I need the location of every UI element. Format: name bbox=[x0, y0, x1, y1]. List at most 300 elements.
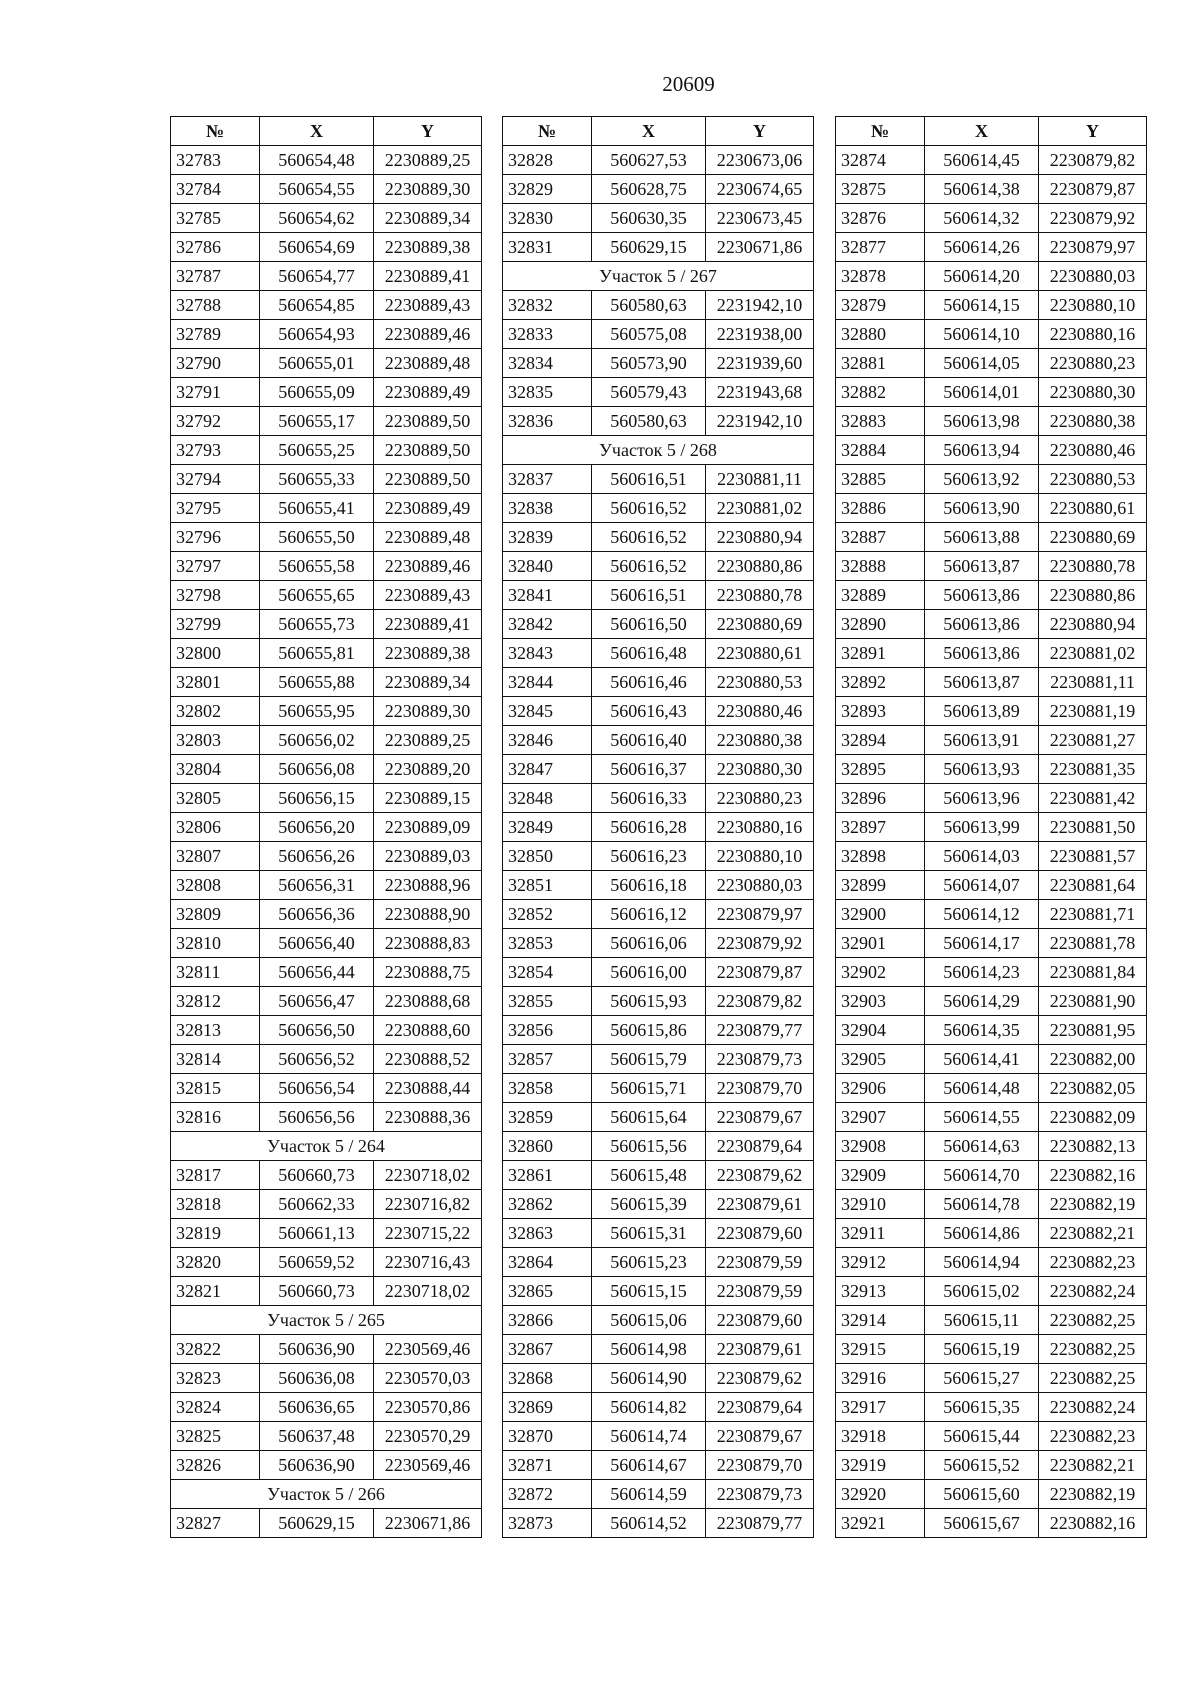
x-coordinate-cell: 560614,98 bbox=[592, 1335, 706, 1364]
table-row bbox=[836, 813, 1147, 842]
point-number-cell: 32802 bbox=[171, 697, 260, 726]
table-row bbox=[171, 958, 482, 987]
table-row bbox=[171, 1364, 482, 1393]
table-row bbox=[171, 639, 482, 668]
y-coordinate-cell: 2230889,34 bbox=[374, 668, 482, 697]
table-row bbox=[836, 552, 1147, 581]
table-row bbox=[171, 146, 482, 175]
y-coordinate-cell: 2230570,03 bbox=[374, 1364, 482, 1393]
x-coordinate-cell: 560615,19 bbox=[925, 1335, 1039, 1364]
table-row bbox=[171, 523, 482, 552]
x-coordinate-cell: 560660,73 bbox=[260, 1161, 374, 1190]
y-coordinate-cell: 2231938,00 bbox=[706, 320, 814, 349]
section-row bbox=[171, 1306, 482, 1335]
table-row bbox=[171, 175, 482, 204]
header-y: Y bbox=[1039, 117, 1147, 146]
point-number-cell: 32888 bbox=[836, 552, 925, 581]
table-row bbox=[503, 1364, 814, 1393]
table-row bbox=[836, 1045, 1147, 1074]
y-coordinate-cell: 2230882,16 bbox=[1039, 1161, 1147, 1190]
table-row bbox=[171, 291, 482, 320]
table-row bbox=[503, 639, 814, 668]
x-coordinate-cell: 560655,95 bbox=[260, 697, 374, 726]
point-number-cell: 32865 bbox=[503, 1277, 592, 1306]
x-coordinate-cell: 560616,51 bbox=[592, 465, 706, 494]
x-coordinate-cell: 560654,48 bbox=[260, 146, 374, 175]
y-coordinate-cell: 2230715,22 bbox=[374, 1219, 482, 1248]
x-coordinate-cell: 560636,90 bbox=[260, 1451, 374, 1480]
point-number-cell: 32823 bbox=[171, 1364, 260, 1393]
table-row bbox=[503, 668, 814, 697]
table-row bbox=[503, 1335, 814, 1364]
table-row bbox=[503, 146, 814, 175]
point-number-cell: 32827 bbox=[171, 1509, 260, 1538]
x-coordinate-cell: 560615,31 bbox=[592, 1219, 706, 1248]
point-number-cell: 32877 bbox=[836, 233, 925, 262]
x-coordinate-cell: 560613,93 bbox=[925, 755, 1039, 784]
x-coordinate-cell: 560614,82 bbox=[592, 1393, 706, 1422]
table-row bbox=[171, 871, 482, 900]
point-number-cell: 32882 bbox=[836, 378, 925, 407]
table-row bbox=[503, 842, 814, 871]
x-coordinate-cell: 560656,47 bbox=[260, 987, 374, 1016]
y-coordinate-cell: 2230882,25 bbox=[1039, 1335, 1147, 1364]
table-header-row bbox=[836, 117, 1147, 146]
y-coordinate-cell: 2230880,38 bbox=[1039, 407, 1147, 436]
point-number-cell: 32901 bbox=[836, 929, 925, 958]
x-coordinate-cell: 560580,63 bbox=[592, 407, 706, 436]
table-row bbox=[836, 958, 1147, 987]
table-row bbox=[171, 784, 482, 813]
x-coordinate-cell: 560614,26 bbox=[925, 233, 1039, 262]
y-coordinate-cell: 2230889,30 bbox=[374, 175, 482, 204]
y-coordinate-cell: 2230882,25 bbox=[1039, 1364, 1147, 1393]
table-row bbox=[171, 1422, 482, 1451]
point-number-cell: 32913 bbox=[836, 1277, 925, 1306]
x-coordinate-cell: 560613,94 bbox=[925, 436, 1039, 465]
y-coordinate-cell: 2230882,13 bbox=[1039, 1132, 1147, 1161]
point-number-cell: 32833 bbox=[503, 320, 592, 349]
x-coordinate-cell: 560662,33 bbox=[260, 1190, 374, 1219]
point-number-cell: 32880 bbox=[836, 320, 925, 349]
table-row bbox=[836, 1422, 1147, 1451]
point-number-cell: 32831 bbox=[503, 233, 592, 262]
coordinates-table bbox=[502, 116, 814, 1538]
y-coordinate-cell: 2230880,46 bbox=[1039, 436, 1147, 465]
y-coordinate-cell: 2230882,21 bbox=[1039, 1451, 1147, 1480]
coordinates-table bbox=[170, 116, 482, 1538]
table-row bbox=[503, 610, 814, 639]
table-row bbox=[503, 726, 814, 755]
table-row bbox=[503, 1190, 814, 1219]
point-number-cell: 32824 bbox=[171, 1393, 260, 1422]
point-number-cell: 32789 bbox=[171, 320, 260, 349]
section-row bbox=[503, 262, 814, 291]
point-number-cell: 32795 bbox=[171, 494, 260, 523]
section-title: Участок 5 / 267 bbox=[503, 262, 814, 291]
table-row bbox=[503, 1277, 814, 1306]
x-coordinate-cell: 560616,52 bbox=[592, 552, 706, 581]
y-coordinate-cell: 2230879,70 bbox=[706, 1074, 814, 1103]
table-row bbox=[836, 262, 1147, 291]
point-number-cell: 32860 bbox=[503, 1132, 592, 1161]
table-row bbox=[836, 610, 1147, 639]
x-coordinate-cell: 560655,81 bbox=[260, 639, 374, 668]
point-number-cell: 32886 bbox=[836, 494, 925, 523]
point-number-cell: 32879 bbox=[836, 291, 925, 320]
point-number-cell: 32868 bbox=[503, 1364, 592, 1393]
x-coordinate-cell: 560615,93 bbox=[592, 987, 706, 1016]
point-number-cell: 32792 bbox=[171, 407, 260, 436]
point-number-cell: 32908 bbox=[836, 1132, 925, 1161]
point-number-cell: 32853 bbox=[503, 929, 592, 958]
table-row bbox=[836, 987, 1147, 1016]
y-coordinate-cell: 2230882,25 bbox=[1039, 1306, 1147, 1335]
y-coordinate-cell: 2230880,53 bbox=[1039, 465, 1147, 494]
y-coordinate-cell: 2230671,86 bbox=[706, 233, 814, 262]
y-coordinate-cell: 2230888,44 bbox=[374, 1074, 482, 1103]
point-number-cell: 32826 bbox=[171, 1451, 260, 1480]
point-number-cell: 32891 bbox=[836, 639, 925, 668]
y-coordinate-cell: 2230880,94 bbox=[706, 523, 814, 552]
x-coordinate-cell: 560628,75 bbox=[592, 175, 706, 204]
table-row bbox=[836, 1451, 1147, 1480]
point-number-cell: 32875 bbox=[836, 175, 925, 204]
point-number-cell: 32893 bbox=[836, 697, 925, 726]
y-coordinate-cell: 2231943,68 bbox=[706, 378, 814, 407]
x-coordinate-cell: 560656,56 bbox=[260, 1103, 374, 1132]
point-number-cell: 32910 bbox=[836, 1190, 925, 1219]
table-row bbox=[836, 146, 1147, 175]
section-title: Участок 5 / 266 bbox=[171, 1480, 482, 1509]
table-row bbox=[171, 1103, 482, 1132]
point-number-cell: 32872 bbox=[503, 1480, 592, 1509]
y-coordinate-cell: 2230889,46 bbox=[374, 552, 482, 581]
y-coordinate-cell: 2230882,09 bbox=[1039, 1103, 1147, 1132]
x-coordinate-cell: 560655,17 bbox=[260, 407, 374, 436]
x-coordinate-cell: 560636,08 bbox=[260, 1364, 374, 1393]
table-row bbox=[171, 1393, 482, 1422]
x-coordinate-cell: 560614,15 bbox=[925, 291, 1039, 320]
table-row bbox=[836, 1016, 1147, 1045]
y-coordinate-cell: 2230879,62 bbox=[706, 1161, 814, 1190]
table-row bbox=[503, 871, 814, 900]
table-row bbox=[503, 1509, 814, 1538]
y-coordinate-cell: 2230879,82 bbox=[1039, 146, 1147, 175]
table-header-row bbox=[171, 117, 482, 146]
y-coordinate-cell: 2230888,96 bbox=[374, 871, 482, 900]
y-coordinate-cell: 2230880,03 bbox=[1039, 262, 1147, 291]
table-row bbox=[503, 1306, 814, 1335]
x-coordinate-cell: 560614,29 bbox=[925, 987, 1039, 1016]
point-number-cell: 32894 bbox=[836, 726, 925, 755]
point-number-cell: 32841 bbox=[503, 581, 592, 610]
y-coordinate-cell: 2230879,73 bbox=[706, 1045, 814, 1074]
table-row bbox=[836, 436, 1147, 465]
x-coordinate-cell: 560614,10 bbox=[925, 320, 1039, 349]
point-number-cell: 32814 bbox=[171, 1045, 260, 1074]
y-coordinate-cell: 2230888,83 bbox=[374, 929, 482, 958]
y-coordinate-cell: 2230673,06 bbox=[706, 146, 814, 175]
y-coordinate-cell: 2230718,02 bbox=[374, 1277, 482, 1306]
x-coordinate-cell: 560656,36 bbox=[260, 900, 374, 929]
y-coordinate-cell: 2230889,41 bbox=[374, 262, 482, 291]
x-coordinate-cell: 560630,35 bbox=[592, 204, 706, 233]
table-row bbox=[836, 1248, 1147, 1277]
y-coordinate-cell: 2230888,52 bbox=[374, 1045, 482, 1074]
table-row bbox=[836, 842, 1147, 871]
y-coordinate-cell: 2230889,30 bbox=[374, 697, 482, 726]
point-number-cell: 32861 bbox=[503, 1161, 592, 1190]
y-coordinate-cell: 2230889,03 bbox=[374, 842, 482, 871]
y-coordinate-cell: 2230889,50 bbox=[374, 407, 482, 436]
point-number-cell: 32834 bbox=[503, 349, 592, 378]
point-number-cell: 32830 bbox=[503, 204, 592, 233]
x-coordinate-cell: 560616,52 bbox=[592, 523, 706, 552]
point-number-cell: 32878 bbox=[836, 262, 925, 291]
point-number-cell: 32889 bbox=[836, 581, 925, 610]
table-row bbox=[503, 1074, 814, 1103]
y-coordinate-cell: 2230889,43 bbox=[374, 291, 482, 320]
x-coordinate-cell: 560655,41 bbox=[260, 494, 374, 523]
y-coordinate-cell: 2230716,82 bbox=[374, 1190, 482, 1219]
y-coordinate-cell: 2230879,64 bbox=[706, 1132, 814, 1161]
y-coordinate-cell: 2230674,65 bbox=[706, 175, 814, 204]
table-row bbox=[836, 320, 1147, 349]
x-coordinate-cell: 560613,98 bbox=[925, 407, 1039, 436]
table-row bbox=[836, 1161, 1147, 1190]
point-number-cell: 32912 bbox=[836, 1248, 925, 1277]
table-row bbox=[836, 349, 1147, 378]
table-row bbox=[836, 668, 1147, 697]
point-number-cell: 32866 bbox=[503, 1306, 592, 1335]
table-row bbox=[836, 407, 1147, 436]
table-row bbox=[836, 581, 1147, 610]
point-number-cell: 32896 bbox=[836, 784, 925, 813]
y-coordinate-cell: 2231942,10 bbox=[706, 407, 814, 436]
point-number-cell: 32857 bbox=[503, 1045, 592, 1074]
x-coordinate-cell: 560615,23 bbox=[592, 1248, 706, 1277]
table-row bbox=[503, 697, 814, 726]
x-coordinate-cell: 560614,38 bbox=[925, 175, 1039, 204]
point-number-cell: 32803 bbox=[171, 726, 260, 755]
y-coordinate-cell: 2230880,46 bbox=[706, 697, 814, 726]
y-coordinate-cell: 2230569,46 bbox=[374, 1451, 482, 1480]
point-number-cell: 32921 bbox=[836, 1509, 925, 1538]
page-number: 20609 bbox=[662, 72, 715, 96]
point-number-cell: 32786 bbox=[171, 233, 260, 262]
y-coordinate-cell: 2230888,68 bbox=[374, 987, 482, 1016]
y-coordinate-cell: 2230881,64 bbox=[1039, 871, 1147, 900]
table-row bbox=[503, 175, 814, 204]
x-coordinate-cell: 560614,55 bbox=[925, 1103, 1039, 1132]
y-coordinate-cell: 2230881,42 bbox=[1039, 784, 1147, 813]
point-number-cell: 32821 bbox=[171, 1277, 260, 1306]
x-coordinate-cell: 560656,08 bbox=[260, 755, 374, 784]
x-coordinate-cell: 560615,02 bbox=[925, 1277, 1039, 1306]
y-coordinate-cell: 2231942,10 bbox=[706, 291, 814, 320]
x-coordinate-cell: 560616,51 bbox=[592, 581, 706, 610]
section-row bbox=[171, 1132, 482, 1161]
table-row bbox=[171, 668, 482, 697]
x-coordinate-cell: 560614,05 bbox=[925, 349, 1039, 378]
point-number-cell: 32801 bbox=[171, 668, 260, 697]
table-row bbox=[836, 204, 1147, 233]
y-coordinate-cell: 2230880,30 bbox=[1039, 378, 1147, 407]
x-coordinate-cell: 560580,63 bbox=[592, 291, 706, 320]
point-number-cell: 32918 bbox=[836, 1422, 925, 1451]
table-row bbox=[503, 1393, 814, 1422]
header-y: Y bbox=[374, 117, 482, 146]
table-row bbox=[836, 1480, 1147, 1509]
y-coordinate-cell: 2230889,41 bbox=[374, 610, 482, 639]
table-row bbox=[171, 552, 482, 581]
table-row bbox=[503, 320, 814, 349]
x-coordinate-cell: 560614,70 bbox=[925, 1161, 1039, 1190]
point-number-cell: 32808 bbox=[171, 871, 260, 900]
y-coordinate-cell: 2230881,90 bbox=[1039, 987, 1147, 1016]
y-coordinate-cell: 2230879,64 bbox=[706, 1393, 814, 1422]
x-coordinate-cell: 560655,33 bbox=[260, 465, 374, 494]
y-coordinate-cell: 2230880,16 bbox=[1039, 320, 1147, 349]
x-coordinate-cell: 560613,90 bbox=[925, 494, 1039, 523]
table-row bbox=[503, 1161, 814, 1190]
table-row bbox=[171, 1277, 482, 1306]
table-row bbox=[171, 1219, 482, 1248]
y-coordinate-cell: 2230888,75 bbox=[374, 958, 482, 987]
point-number-cell: 32840 bbox=[503, 552, 592, 581]
x-coordinate-cell: 560629,15 bbox=[592, 233, 706, 262]
point-number-cell: 32867 bbox=[503, 1335, 592, 1364]
y-coordinate-cell: 2230888,60 bbox=[374, 1016, 482, 1045]
x-coordinate-cell: 560614,41 bbox=[925, 1045, 1039, 1074]
point-number-cell: 32783 bbox=[171, 146, 260, 175]
x-coordinate-cell: 560656,20 bbox=[260, 813, 374, 842]
header-number: № bbox=[836, 117, 925, 146]
y-coordinate-cell: 2230879,77 bbox=[706, 1509, 814, 1538]
y-coordinate-cell: 2230880,78 bbox=[706, 581, 814, 610]
section-row bbox=[171, 1480, 482, 1509]
y-coordinate-cell: 2230881,02 bbox=[1039, 639, 1147, 668]
table-row bbox=[836, 726, 1147, 755]
y-coordinate-cell: 2230881,27 bbox=[1039, 726, 1147, 755]
table-row bbox=[836, 1509, 1147, 1538]
x-coordinate-cell: 560656,52 bbox=[260, 1045, 374, 1074]
point-number-cell: 32884 bbox=[836, 436, 925, 465]
table-row bbox=[171, 436, 482, 465]
y-coordinate-cell: 2230889,48 bbox=[374, 349, 482, 378]
y-coordinate-cell: 2230882,16 bbox=[1039, 1509, 1147, 1538]
x-coordinate-cell: 560654,69 bbox=[260, 233, 374, 262]
x-coordinate-cell: 560656,02 bbox=[260, 726, 374, 755]
x-coordinate-cell: 560615,64 bbox=[592, 1103, 706, 1132]
table-row bbox=[171, 1248, 482, 1277]
x-coordinate-cell: 560655,01 bbox=[260, 349, 374, 378]
table-row bbox=[503, 1422, 814, 1451]
point-number-cell: 32863 bbox=[503, 1219, 592, 1248]
y-coordinate-cell: 2230880,23 bbox=[706, 784, 814, 813]
point-number-cell: 32907 bbox=[836, 1103, 925, 1132]
x-coordinate-cell: 560615,71 bbox=[592, 1074, 706, 1103]
y-coordinate-cell: 2230881,50 bbox=[1039, 813, 1147, 842]
section-title: Участок 5 / 268 bbox=[503, 436, 814, 465]
table-row bbox=[171, 494, 482, 523]
table-row bbox=[171, 1161, 482, 1190]
table-header-row bbox=[503, 117, 814, 146]
y-coordinate-cell: 2230879,61 bbox=[706, 1190, 814, 1219]
y-coordinate-cell: 2230570,86 bbox=[374, 1393, 482, 1422]
table-row bbox=[171, 842, 482, 871]
x-coordinate-cell: 560616,40 bbox=[592, 726, 706, 755]
point-number-cell: 32852 bbox=[503, 900, 592, 929]
x-coordinate-cell: 560661,13 bbox=[260, 1219, 374, 1248]
point-number-cell: 32800 bbox=[171, 639, 260, 668]
point-number-cell: 32903 bbox=[836, 987, 925, 1016]
y-coordinate-cell: 2230880,69 bbox=[706, 610, 814, 639]
y-coordinate-cell: 2230880,16 bbox=[706, 813, 814, 842]
x-coordinate-cell: 560615,35 bbox=[925, 1393, 1039, 1422]
section-title: Участок 5 / 265 bbox=[171, 1306, 482, 1335]
y-coordinate-cell: 2230879,87 bbox=[1039, 175, 1147, 204]
table-row bbox=[171, 755, 482, 784]
table-row bbox=[171, 204, 482, 233]
x-coordinate-cell: 560614,63 bbox=[925, 1132, 1039, 1161]
table-row bbox=[503, 1219, 814, 1248]
table-row bbox=[503, 494, 814, 523]
y-coordinate-cell: 2230882,24 bbox=[1039, 1393, 1147, 1422]
x-coordinate-cell: 560655,58 bbox=[260, 552, 374, 581]
y-coordinate-cell: 2230889,25 bbox=[374, 726, 482, 755]
x-coordinate-cell: 560614,07 bbox=[925, 871, 1039, 900]
point-number-cell: 32905 bbox=[836, 1045, 925, 1074]
y-coordinate-cell: 2230880,61 bbox=[706, 639, 814, 668]
y-coordinate-cell: 2230889,43 bbox=[374, 581, 482, 610]
table-row bbox=[503, 233, 814, 262]
table-row bbox=[503, 987, 814, 1016]
point-number-cell: 32829 bbox=[503, 175, 592, 204]
table-row bbox=[836, 233, 1147, 262]
point-number-cell: 32919 bbox=[836, 1451, 925, 1480]
x-coordinate-cell: 560656,15 bbox=[260, 784, 374, 813]
x-coordinate-cell: 560614,59 bbox=[592, 1480, 706, 1509]
point-number-cell: 32916 bbox=[836, 1364, 925, 1393]
point-number-cell: 32887 bbox=[836, 523, 925, 552]
point-number-cell: 32784 bbox=[171, 175, 260, 204]
point-number-cell: 32835 bbox=[503, 378, 592, 407]
x-coordinate-cell: 560614,48 bbox=[925, 1074, 1039, 1103]
y-coordinate-cell: 2230879,97 bbox=[1039, 233, 1147, 262]
x-coordinate-cell: 560615,06 bbox=[592, 1306, 706, 1335]
y-coordinate-cell: 2230879,67 bbox=[706, 1422, 814, 1451]
point-number-cell: 32898 bbox=[836, 842, 925, 871]
table-row bbox=[171, 1509, 482, 1538]
table-row bbox=[171, 349, 482, 378]
x-coordinate-cell: 560654,77 bbox=[260, 262, 374, 291]
x-coordinate-cell: 560614,01 bbox=[925, 378, 1039, 407]
y-coordinate-cell: 2230879,97 bbox=[706, 900, 814, 929]
point-number-cell: 32819 bbox=[171, 1219, 260, 1248]
x-coordinate-cell: 560614,74 bbox=[592, 1422, 706, 1451]
x-coordinate-cell: 560615,67 bbox=[925, 1509, 1039, 1538]
x-coordinate-cell: 560613,86 bbox=[925, 639, 1039, 668]
y-coordinate-cell: 2230880,03 bbox=[706, 871, 814, 900]
y-coordinate-cell: 2230880,78 bbox=[1039, 552, 1147, 581]
y-coordinate-cell: 2230880,86 bbox=[1039, 581, 1147, 610]
x-coordinate-cell: 560616,48 bbox=[592, 639, 706, 668]
table-row bbox=[836, 871, 1147, 900]
x-coordinate-cell: 560615,11 bbox=[925, 1306, 1039, 1335]
y-coordinate-cell: 2230880,30 bbox=[706, 755, 814, 784]
